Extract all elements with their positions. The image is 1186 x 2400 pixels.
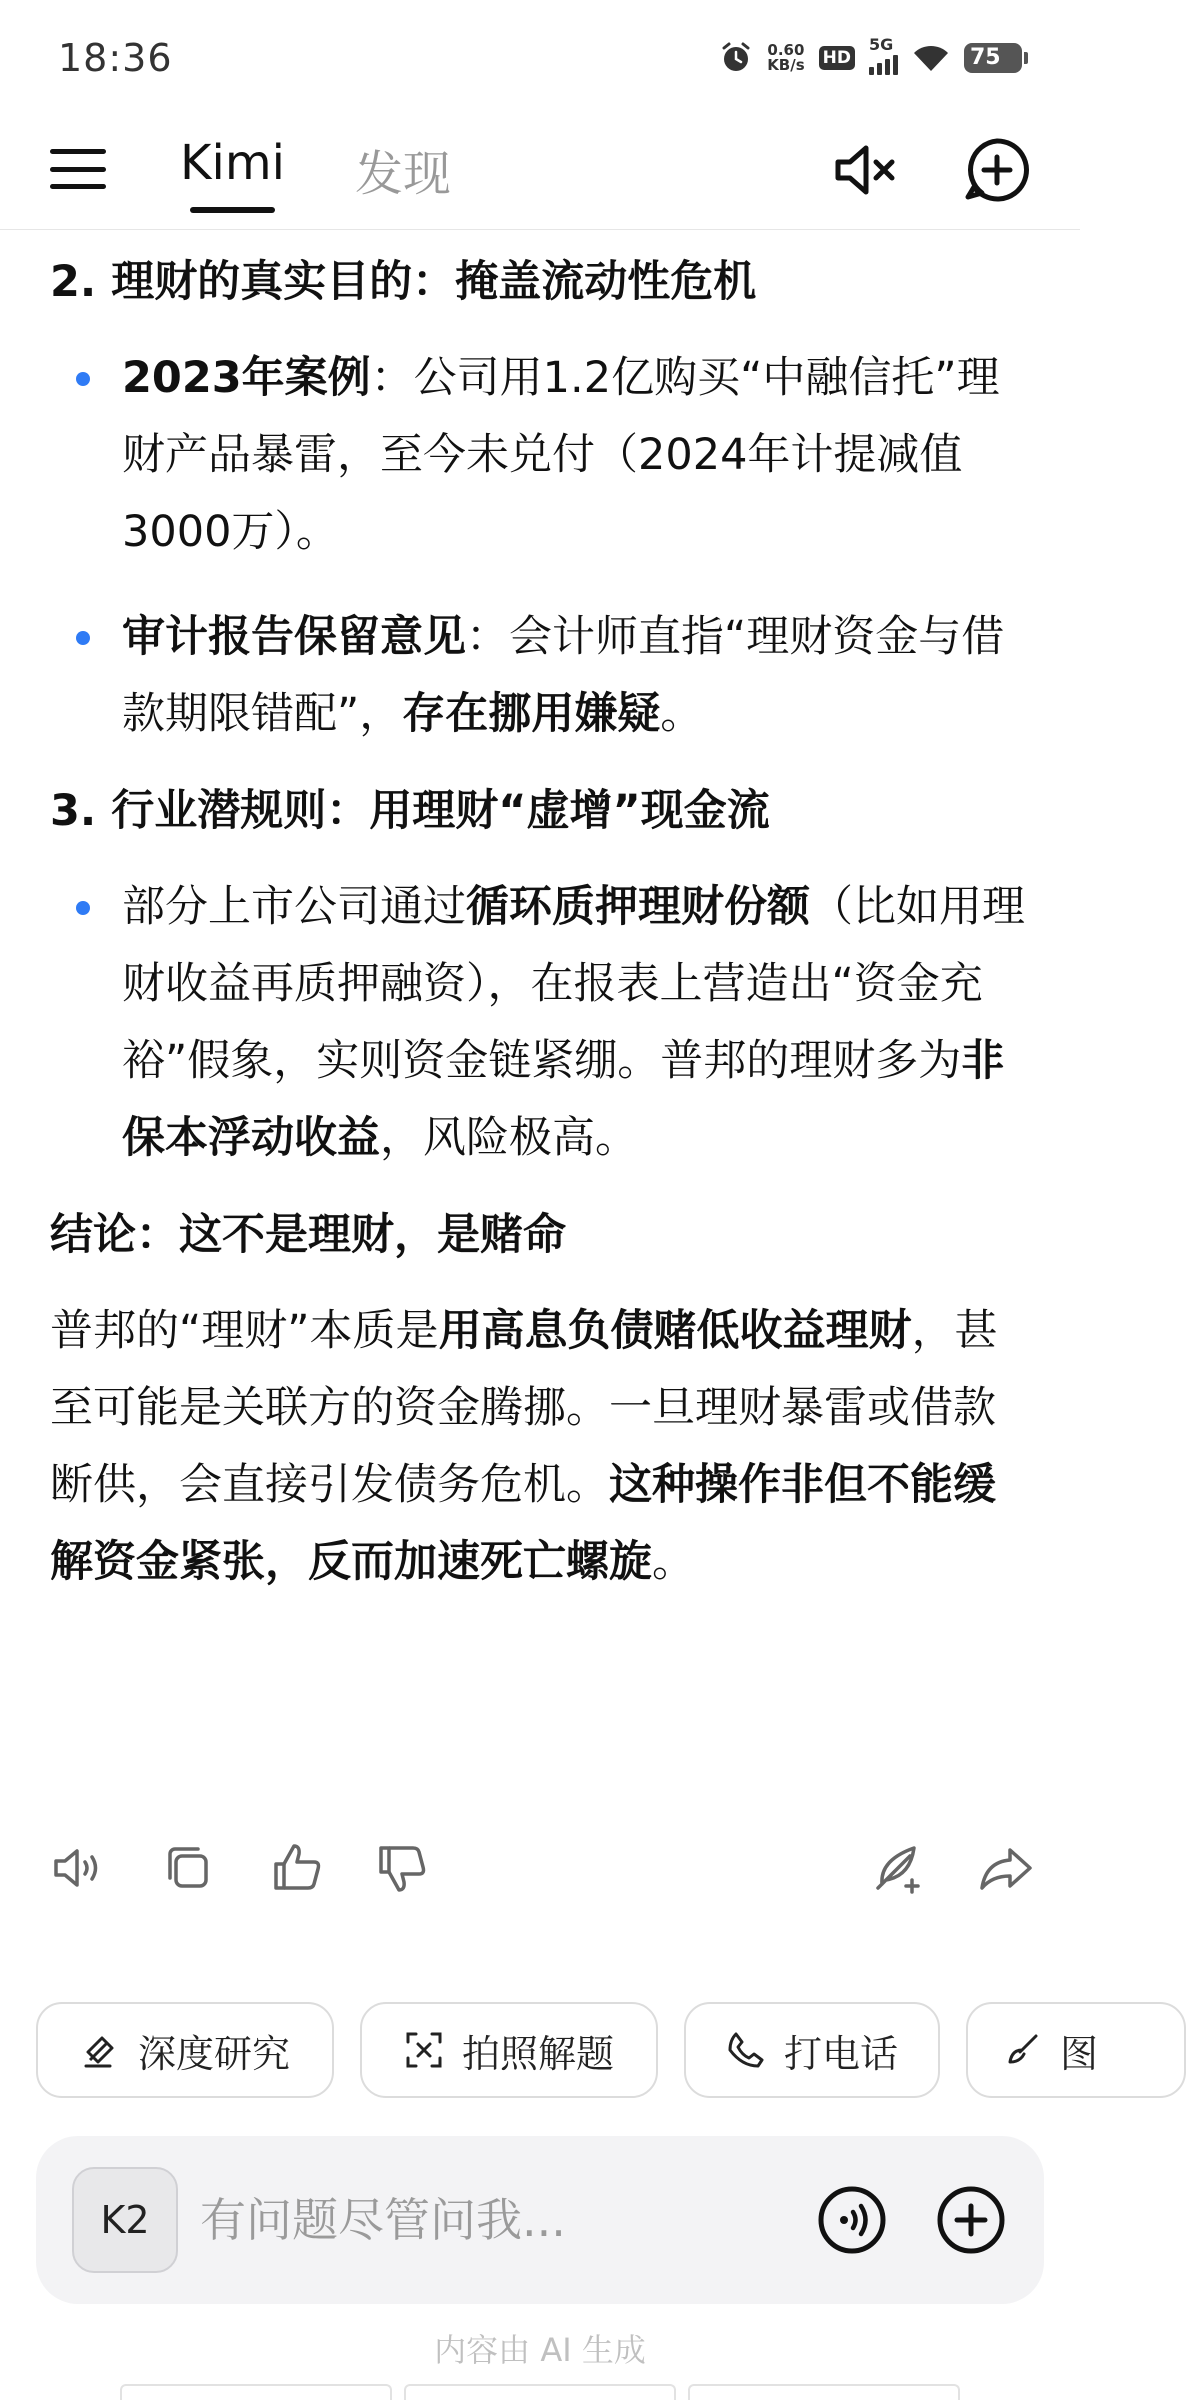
quick-action-chips [36, 2002, 1099, 2102]
bullet-text: 。 [660, 689, 704, 739]
chip-label: 深度研究 [137, 2031, 290, 2076]
copy-icon[interactable] [160, 1840, 216, 1896]
bullet-text: ，风险极高。 [380, 1113, 638, 1163]
speaker-mute-icon[interactable] [830, 135, 900, 205]
bullet-text: 部分上市公司通过 [122, 882, 466, 932]
net-speed-value: 0.60 [767, 40, 805, 59]
chat-input[interactable] [200, 2180, 800, 2260]
para-text: 普邦的“理财”本质是 [50, 1306, 439, 1356]
status-time: 18:36 [58, 35, 173, 80]
network-type: 5G [869, 34, 894, 54]
net-speed-unit: KB/s [767, 55, 805, 74]
thumbs-down-icon[interactable] [375, 1840, 431, 1896]
thumbs-up-icon[interactable] [270, 1840, 326, 1896]
list-item [50, 340, 1035, 571]
battery-level: 75 [970, 45, 1001, 70]
bullet-bold: 审计报告保留意见 [122, 612, 466, 662]
para-text: 。 [652, 1537, 695, 1587]
chip-phone-call[interactable] [684, 2002, 940, 2098]
section-2-title: 2. 理财的真实目的：掩盖流动性危机 [50, 257, 757, 307]
chip-label: 打电话 [783, 2031, 898, 2076]
bullet-text: ：会计师直指“理财资金与借款期限错配”， [122, 612, 1005, 739]
tab-kimi[interactable]: Kimi [180, 135, 285, 191]
message-content [50, 230, 1035, 1601]
bullet-bold: 2023年案例 [122, 353, 371, 403]
chip-photo-solve[interactable] [360, 2002, 658, 2098]
battery-icon [964, 43, 1022, 73]
cellular-signal-icon [869, 34, 898, 75]
bottom-tab-edges [120, 2384, 960, 2400]
list-item [50, 869, 1035, 1177]
menu-icon[interactable] [50, 141, 106, 197]
new-chat-icon[interactable] [962, 135, 1032, 205]
para-bold: 用高息负债赌低收益理财 [438, 1306, 912, 1356]
share-icon[interactable] [978, 1840, 1034, 1896]
phone-icon [726, 2030, 766, 2070]
chat-input-bar [36, 2136, 1044, 2304]
bullet-text: ：公司用1.2亿购买“中融信托”理财产品暴雷，至今未兑付（2024年计提减值3000万）。 [122, 353, 1000, 557]
chip-label: 图 [1060, 2031, 1099, 2076]
para-bold: 这种操作非但不能缓解资金紧张，反而加速死亡螺旋 [50, 1460, 996, 1587]
voice-call-icon[interactable] [816, 2184, 888, 2256]
status-bar [0, 0, 1080, 115]
app-header [0, 115, 1080, 230]
research-icon [80, 2030, 120, 2070]
hd-badge: HD [819, 46, 855, 70]
list-item [50, 599, 1035, 753]
chip-label: 拍照解题 [461, 2031, 614, 2076]
alarm-icon [719, 41, 753, 75]
add-attachment-icon[interactable] [935, 2184, 1007, 2256]
bullet-bold: 循环质押理财份额 [466, 882, 810, 932]
bullet-bold: 非保本浮动收益 [122, 1036, 1005, 1163]
tab-discover[interactable]: 发现 [355, 146, 452, 202]
scan-icon [404, 2030, 444, 2070]
chip-deep-research[interactable] [36, 2002, 334, 2098]
net-speed [767, 40, 805, 74]
message-actions [50, 1840, 1035, 1910]
conclusion-paragraph [50, 1293, 1035, 1601]
section-3-title: 3. 行业潜规则：用理财“虚增”现金流 [50, 786, 770, 836]
status-icons [719, 34, 1022, 75]
ai-disclaimer: 内容由 AI 生成 [434, 2331, 646, 2369]
read-aloud-icon[interactable] [52, 1840, 108, 1896]
chip-image[interactable] [966, 2002, 1186, 2098]
bullet-bold: 存在挪用嫌疑 [402, 689, 661, 739]
brush-icon [1002, 2030, 1042, 2070]
conclusion-title: 结论：这不是理财，是赌命 [50, 1210, 566, 1260]
para-text: ，甚至可能是关联方的资金腾挪。一旦理财暴雷或借款断供，会直接引发债务危机。 [50, 1306, 998, 1510]
model-select-button[interactable]: K2 [72, 2167, 178, 2273]
wifi-icon [912, 43, 950, 73]
edit-feather-icon[interactable] [870, 1840, 926, 1896]
bullet-text: （比如用理财收益再质押融资），在报表上营造出“资金充裕”假象，实则资金链紧绷。普邦的理财多为 [122, 882, 1025, 1086]
